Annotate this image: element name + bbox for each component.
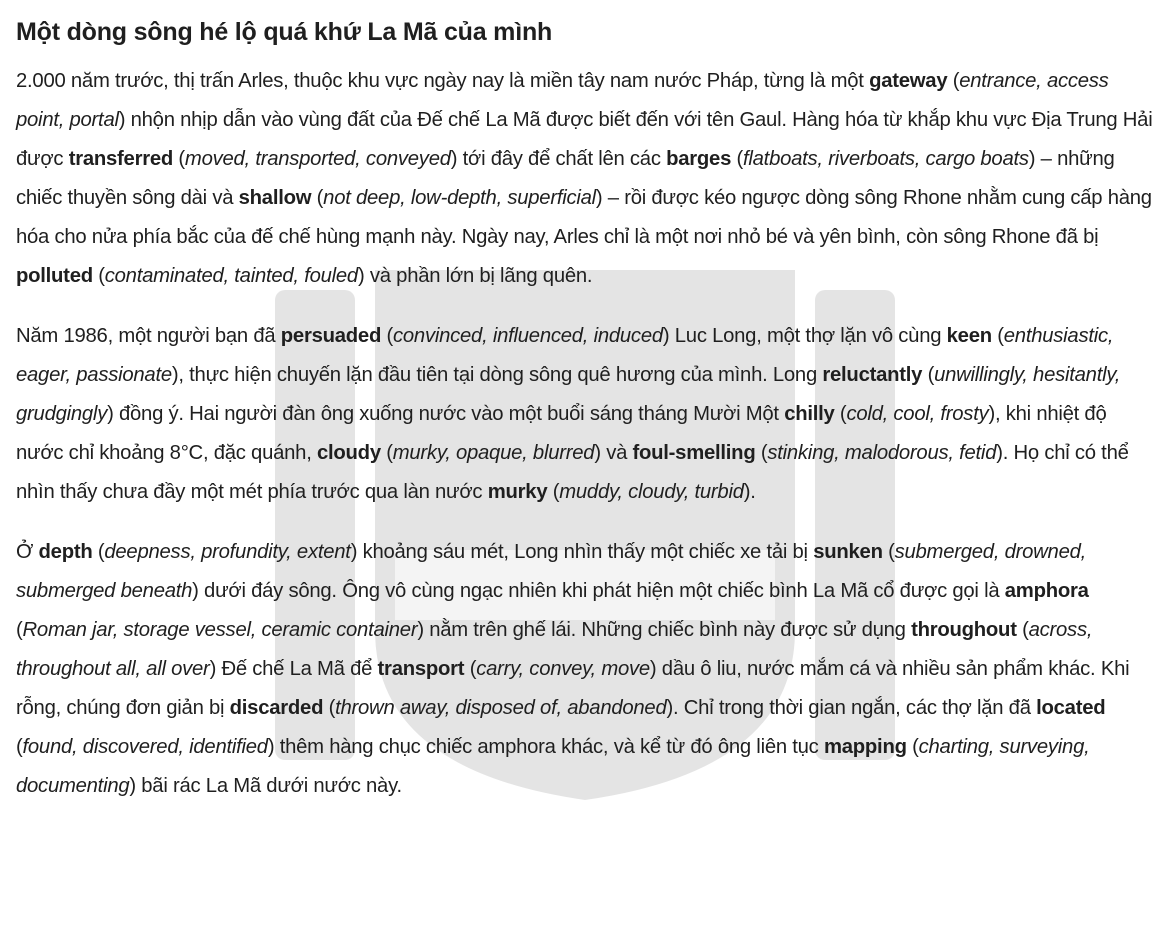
text-run: ( [92,541,105,563]
vocab-synonyms: flatboats, riverboats, cargo boats [743,148,1029,170]
text-run: ). Chỉ trong thời gian ngắn, các thợ lặn đã [666,697,1037,719]
text-run: Ở [16,541,39,563]
vocab-synonyms: convinced, influenced, induced [393,325,663,347]
vocab-synonyms: across, throughout all, all over [16,619,1093,680]
vocab-term: reluctantly [822,364,923,386]
text-run: ( [380,442,393,464]
text-run: ) Luc Long, một thợ lặn vô cùng [662,325,947,347]
text-run: ( [173,148,185,170]
vocab-term: murky [487,481,548,503]
text-run: ) tới đây để chất lên các [450,148,667,170]
text-run: ) – những chiếc thuyền sông dài và [16,148,1115,209]
text-run: ( [755,442,768,464]
vocab-term: cloudy [316,442,381,464]
vocab-term: located [1036,697,1106,719]
text-run: ) đồng ý. Hai người đàn ông xuống nước vào một buổi sáng tháng Mười Một [107,403,785,425]
vocab-term: amphora [1004,580,1089,602]
vocab-synonyms: carry, convey, move [476,658,650,680]
vocab-term: barges [666,148,732,170]
vocab-synonyms: unwillingly, hesitantly, grudgingly [16,364,1121,425]
text-run: ( [464,658,477,680]
vocab-synonyms: contaminated, tainted, fouled [104,265,358,287]
text-run: ( [1016,619,1029,641]
vocab-synonyms: charting, surveying, documenting [16,736,1090,797]
text-run: ( [323,697,336,719]
vocab-synonyms: enthusiastic, eager, passionate [16,325,1114,386]
text-run: Năm 1986, một người bạn đã [16,325,281,347]
text-run: ). [743,481,756,503]
vocab-term: persuaded [280,325,382,347]
text-run: ( [947,70,960,92]
vocab-term: transferred [68,148,174,170]
text-run: ( [882,541,895,563]
text-run: ( [311,187,324,209]
text-run: ) và phần lớn bị lãng quên. [357,265,593,287]
vocab-synonyms: murky, opaque, blurred [392,442,595,464]
text-run: ( [16,619,23,641]
vocab-synonyms: stinking, malodorous, fetid [767,442,997,464]
text-run: ) dầu ô liu, nước mắm cá và nhiều sản phẩm khác. Khi rỗng, chúng đơn giản bị [16,658,1130,719]
vocab-term: gateway [869,70,948,92]
vocab-synonyms: entrance, access point, portal [16,70,1109,131]
text-run: ( [381,325,393,347]
text-run: ( [991,325,1004,347]
vocab-synonyms: deepness, profundity, extent [104,541,351,563]
vocab-term: keen [946,325,992,347]
text-run: ( [547,481,560,503]
text-run: ( [92,265,105,287]
paragraph-2 [16,317,1156,512]
text-run: 2.000 năm trước, thị trấn Arles, thuộc khu vực ngày nay là miền tây nam nước Pháp, từng là một [16,70,870,92]
text-run: ), khi nhiệt độ nước chỉ khoảng 8°C, đặc quánh, [16,403,1107,464]
text-run: ( [16,736,23,758]
vocab-term: shallow [238,187,312,209]
vocab-synonyms: cold, cool, frosty [846,403,989,425]
vocab-synonyms: muddy, cloudy, turbid [559,481,744,503]
text-run: ( [906,736,919,758]
vocab-synonyms: submerged, drowned, submerged beneath [16,541,1087,602]
text-run: ) dưới đáy sông. Ông vô cùng ngạc nhiên khi phát hiện một chiếc bình La Mã cổ được gọi là [192,580,1005,602]
vocab-term: polluted [16,265,93,287]
text-run: ( [922,364,935,386]
vocab-term: discarded [229,697,324,719]
article-body [16,62,1156,806]
vocab-term: sunken [813,541,883,563]
text-run: ) thêm hàng chục chiếc amphora khác, và kể từ đó ông liên tục [267,736,824,758]
paragraph-1 [16,62,1156,296]
vocab-term: throughout [911,619,1017,641]
text-run: ) bãi rác La Mã dưới nước này. [129,775,402,797]
text-run: ) khoảng sáu mét, Long nhìn thấy một chiếc xe tải bị [350,541,814,563]
vocab-term: depth [38,541,93,563]
vocab-term: transport [377,658,465,680]
text-run: ) – rồi được kéo ngược dòng sông Rhone nhằm cung cấp hàng hóa cho nửa phía bắc của đế chế hùng mạnh này. Ngày nay, Arles chỉ là một nơi nhỏ bé và yên bình, còn sông Rhone đã bị [16,187,1152,248]
vocab-term: mapping [823,736,907,758]
text-run: ), thực hiện chuyến lặn đầu tiên tại dòng sông quê hương của mình. Long [171,364,823,386]
text-run: ). Họ chỉ có thể nhìn thấy chưa đầy một mét phía trước qua làn nước [16,442,1129,503]
text-run: ) nằm trên ghế lái. Những chiếc bình này được sử dụng [417,619,912,641]
text-run: ( [731,148,744,170]
text-run: ( [834,403,847,425]
vocab-term: chilly [784,403,835,425]
vocab-synonyms: moved, transported, conveyed [184,148,451,170]
article-title: Một dòng sông hé lộ quá khứ La Mã của mình [16,18,553,46]
vocab-synonyms: thrown away, disposed of, abandoned [335,697,667,719]
text-run: ) và [594,442,633,464]
text-run: ) Đế chế La Mã để [209,658,378,680]
vocab-synonyms: found, discovered, identified [22,736,268,758]
vocab-synonyms: Roman jar, storage vessel, ceramic container [22,619,418,641]
paragraph-3 [16,533,1156,806]
vocab-term: foul-smelling [632,442,756,464]
vocab-synonyms: not deep, low-depth, superficial [323,187,596,209]
text-run: ) nhộn nhịp dẫn vào vùng đất của Đế chế La Mã được biết đến với tên Gaul. Hàng hóa từ khắp khu vực Địa Trung Hải được [16,109,1153,170]
